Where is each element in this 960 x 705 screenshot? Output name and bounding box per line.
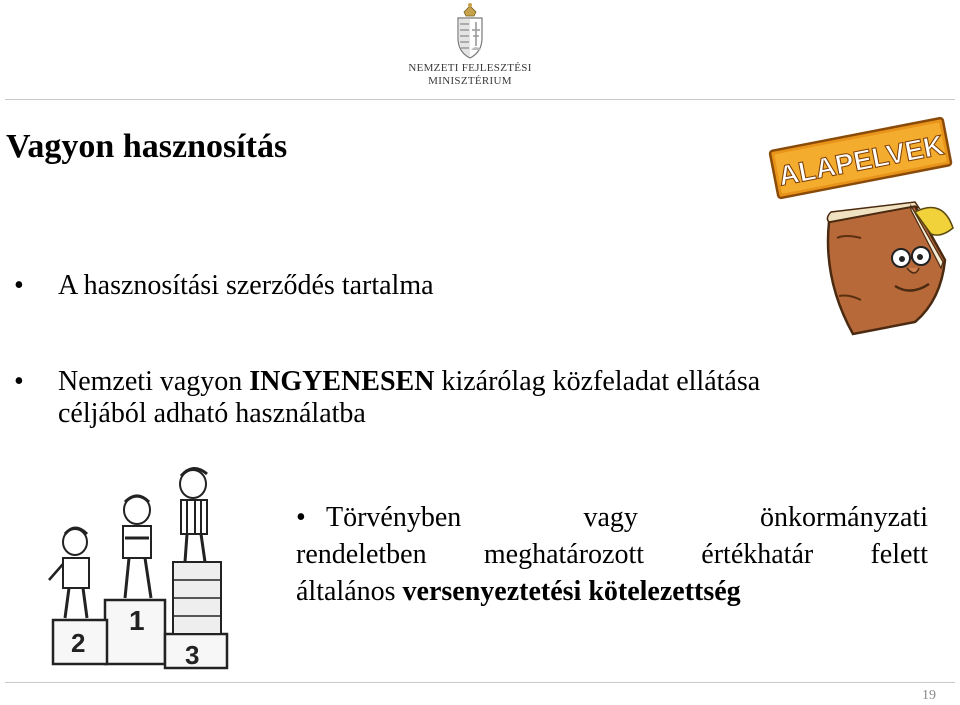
bullet-marker: • bbox=[14, 270, 24, 301]
bullet-3-word: vagy bbox=[583, 502, 638, 533]
bullet-marker: • bbox=[14, 366, 24, 397]
logo-text-line2: MINISZTÉRIUM bbox=[428, 75, 512, 87]
bullet-3-word: önkormányzati bbox=[760, 502, 928, 533]
bullet-3-word: rendeletben bbox=[296, 539, 427, 570]
bullet-3-line1 bbox=[296, 499, 928, 536]
slide-title: Vagyon hasznosítás bbox=[6, 128, 288, 165]
bullet-text-2-part1: Nemzeti vagyon bbox=[58, 366, 250, 397]
bullet-text-2-line2: céljából adható használatba bbox=[58, 398, 366, 429]
page-number: 19 bbox=[922, 688, 936, 703]
bullet-text-2-part2: kizárólag közfeladat ellátása bbox=[434, 366, 761, 397]
bullet-3-word: értékhatár bbox=[701, 539, 814, 570]
bullet-item-2 bbox=[14, 366, 934, 430]
book-character-icon bbox=[827, 202, 953, 334]
hungarian-coat-of-arms-icon bbox=[450, 2, 490, 60]
bullet-3-word: felett bbox=[870, 539, 928, 570]
podium-number: 1 bbox=[129, 605, 145, 636]
bullet-marker: • bbox=[296, 502, 306, 533]
bullet-3-word: Törvényben bbox=[326, 502, 462, 533]
bullet-3-word: meghatározott bbox=[483, 539, 645, 570]
alapelvek-sign-text: ALAPELVEK bbox=[775, 129, 947, 192]
first-place-figure bbox=[123, 496, 151, 598]
bullet-3-plain: általános bbox=[296, 576, 403, 607]
podium-number: 3 bbox=[185, 640, 200, 670]
logo-text-line1: NEMZETI FEJLESZTÉSI bbox=[408, 62, 532, 74]
bullet-3-bold: versenyeztetési kötelezettség bbox=[402, 576, 741, 607]
bullet-item-3 bbox=[296, 499, 928, 610]
bullet-text-2-emphasis: INGYENESEN bbox=[249, 366, 435, 397]
bullet-3-line3 bbox=[296, 573, 928, 610]
bullet-3-line2 bbox=[296, 536, 928, 573]
second-place-figure bbox=[49, 528, 89, 618]
podium-number: 2 bbox=[71, 628, 86, 658]
bullet-item-1 bbox=[14, 270, 434, 302]
header-divider bbox=[5, 99, 955, 100]
bullet-text-1: A hasznosítási szerződés tartalma bbox=[58, 270, 434, 301]
alapelvek-book-clipart bbox=[765, 110, 955, 340]
ministry-logo bbox=[400, 2, 540, 90]
podium-winners-clipart bbox=[25, 462, 240, 677]
third-place-figure bbox=[180, 468, 207, 562]
footer-divider bbox=[5, 682, 955, 683]
